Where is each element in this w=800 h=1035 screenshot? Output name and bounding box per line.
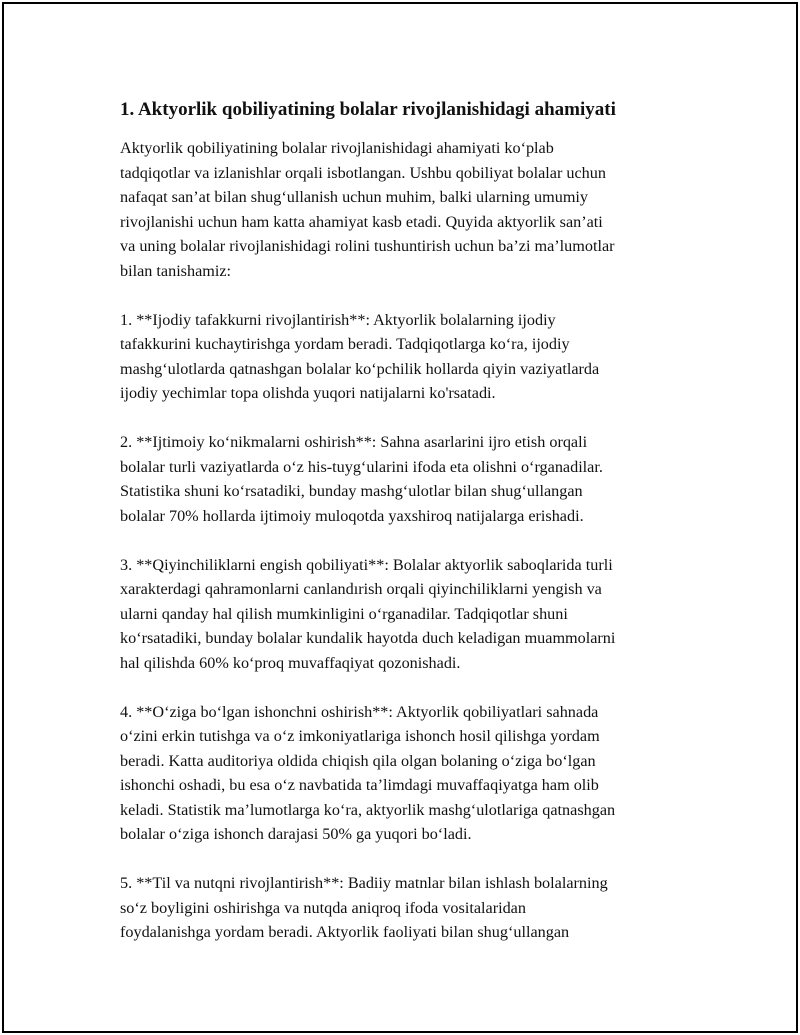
- paragraph-gap: [120, 847, 700, 872]
- text-line: nafaqat san’at bilan shug‘ullanish uchun muhim, balki ularning umumiy: [120, 188, 588, 206]
- text-line: 4. **O‘ziga bo‘lgan ishonchni oshirish**: Aktyorlik qobiliyatlari sahnada: [120, 702, 599, 721]
- page-frame: [2, 2, 798, 1033]
- list-item-3: [120, 553, 700, 676]
- text-line: xarakterdagi qahramonlarni canlandırish orqali qiyinchiliklarni yengish va: [120, 580, 602, 598]
- paragraph-gap: [120, 406, 700, 431]
- text-line: Statistika shuni ko‘rsatadiki, bunday mashg‘ulotlar bilan shug‘ullangan: [120, 482, 583, 500]
- text-line: 1. **Ijodiy tafakkurni rivojlantirish**: Aktyorlik bolalarning ijodiy: [120, 310, 556, 329]
- list-item-4: [120, 700, 700, 847]
- text-line: Aktyorlik qobiliyatining bolalar rivojlanishidagi ahamiyati ko‘plab: [120, 139, 554, 157]
- text-line: bolalar 70% hollarda ijtimoiy muloqotda yaxshiroq natijalarga erishadi.: [120, 506, 584, 525]
- text-line: bilan tanishamiz:: [120, 261, 232, 280]
- text-line: ularni qanday hal qilish mumkinligini o‘rganadilar. Tadqiqotlar shuni: [120, 604, 568, 623]
- section-heading: 1. Aktyorlik qobiliyatining bolalar rivojlanishidagi ahamiyati: [120, 99, 616, 120]
- text-line: tadqiqotlar va izlanishlar orqali isbotlangan. Ushbu qobiliyat bolalar uchun: [120, 163, 606, 182]
- text-line: tafakkurini kuchaytirishga yordam beradi. Tadqiqotlarga ko‘ra, ijodiy: [120, 335, 570, 353]
- text-line: o‘zini erkin tutishga va o‘z imkoniyatlariga ishonch hosil qilishga yordam: [120, 727, 600, 745]
- intro-paragraph: [120, 136, 700, 283]
- list-item-5: [120, 871, 700, 945]
- text-line: ko‘rsatadiki, bunday bolalar kundalik hayotda duch keladigan muammolarni: [120, 629, 616, 647]
- text-line: bolalar turli vaziyatlarda o‘z his-tuyg‘ularini ifoda eta olishni o‘rganadilar.: [120, 457, 603, 476]
- text-line: 5. **Til va nutqni rivojlantirish**: Badiiy matnlar bilan ishlash bolalarning: [120, 874, 608, 892]
- paragraph-gap: [120, 675, 700, 700]
- text-line: 3. **Qiyinchiliklarni engish qobiliyati**: Bolalar aktyorlik saboqlarida turli: [120, 555, 613, 574]
- text-line: hal qilishda 60% ko‘proq muvaffaqiyat qozonishadi.: [120, 653, 461, 672]
- text-line: 2. **Ijtimoiy ko‘nikmalarni oshirish**: Sahna asarlarini ijro etish orqali: [120, 433, 588, 451]
- list-item-2: [120, 430, 700, 528]
- text-line: keladi. Statistik ma’lumotlarga ko‘ra, aktyorlik mashg‘ulotlariga qatnashgan: [120, 800, 616, 819]
- text-line: mashg‘ulotlarda qatnashgan bolalar ko‘pchilik hollarda qiyin vaziyatlarda: [120, 359, 600, 378]
- text-line: rivojlanishi uchun ham katta ahamiyat kasb etadi. Quyida aktyorlik san’ati: [120, 212, 603, 231]
- text-line: beradi. Katta auditoriya oldida chiqish qila olgan bolaning o‘ziga bo‘lgan: [120, 751, 596, 770]
- text-line: ijodiy yechimlar topa olishda yuqori natijalarni ko'rsatadi.: [120, 384, 496, 402]
- document-body: [120, 96, 700, 945]
- paragraph-gap: [120, 283, 700, 308]
- text-line: va uning bolalar rivojlanishidagi rolini tushuntirish uchun ba’zi ma’lumotlar: [120, 237, 615, 255]
- text-line: so‘z boyligini oshirishga va nutqda aniqroq ifoda vositalaridan: [120, 898, 526, 917]
- paragraph-gap: [120, 528, 700, 553]
- list-item-1: [120, 308, 700, 406]
- text-line: foydalanishga yordam beradi. Aktyorlik faoliyati bilan shug‘ullangan: [120, 923, 570, 941]
- text-line: bolalar o‘ziga ishonch darajasi 50% ga yuqori bo‘ladi.: [120, 825, 472, 843]
- text-line: ishonchi oshadi, bu esa o‘z navbatida ta’limdagi muvaffaqiyatga ham olib: [120, 776, 599, 794]
